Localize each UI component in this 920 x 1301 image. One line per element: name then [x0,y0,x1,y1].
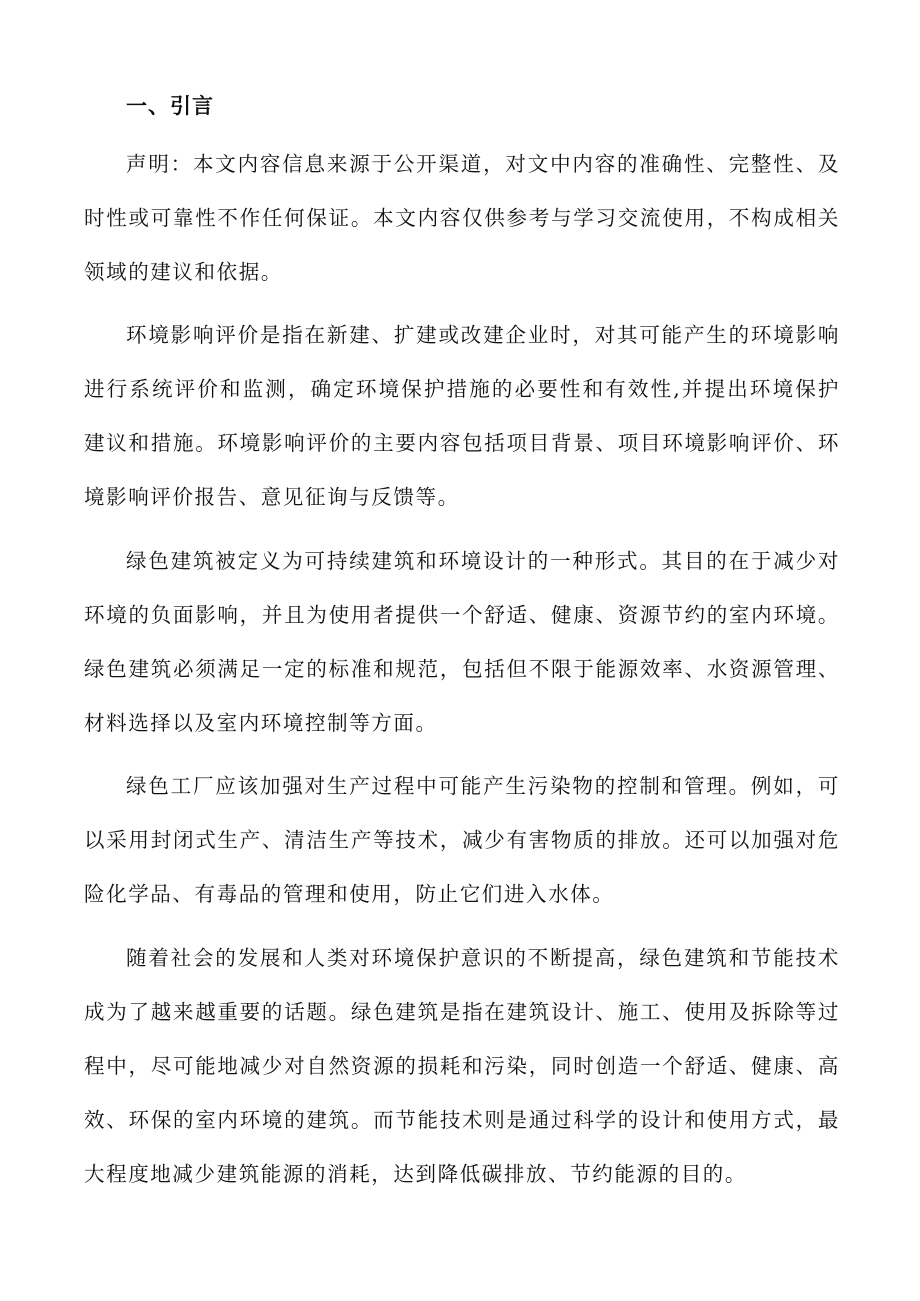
paragraph-green-building-definition: 绿色建筑被定义为可持续建筑和环境设计的一种形式。其目的在于减少对环境的负面影响，并且为使用者提供一个舒适、健康、资源节约的室内环境。绿色建筑必须满足一定的标准和规范，包括但不限于能源效率、水资源管理、材料选择以及室内环境控制等方面。 [84,549,840,735]
paragraph-environmental-assessment: 环境影响评价是指在新建、扩建或改建企业时，对其可能产生的环境影响进行系统评价和监测，确定环境保护措施的必要性和有效性,并提出环境保护建议和措施。环境影响评价的主要内容包括项目背景、项目环境影响评价、环境影响评价报告、意见征询与反馈等。 [84,323,840,509]
paragraph-disclaimer: 声明：本文内容信息来源于公开渠道，对文中内容的准确性、完整性、及时性或可靠性不作任何保证。本文内容仅供参考与学习交流使用，不构成相关领域的建议和依据。 [84,152,840,284]
section-heading: 一、引言 [126,93,214,118]
paragraph-energy-saving: 随着社会的发展和人类对环境保护意识的不断提高，绿色建筑和节能技术成为了越来越重要的话题。绿色建筑是指在建筑设计、施工、使用及拆除等过程中，尽可能地减少对自然资源的损耗和污染，同时创造一个舒适、健康、高效、环保的室内环境的建筑。而节能技术则是通过科学的设计和使用方式，最大程度地减少建筑能源的消耗，达到降低碳排放、节约能源的目的。 [84,946,840,1186]
paragraph-green-factory: 绿色工厂应该加强对生产过程中可能产生污染物的控制和管理。例如，可以采用封闭式生产、清洁生产等技术，减少有害物质的排放。还可以加强对危险化学品、有毒品的管理和使用，防止它们进入水体。 [84,774,840,906]
